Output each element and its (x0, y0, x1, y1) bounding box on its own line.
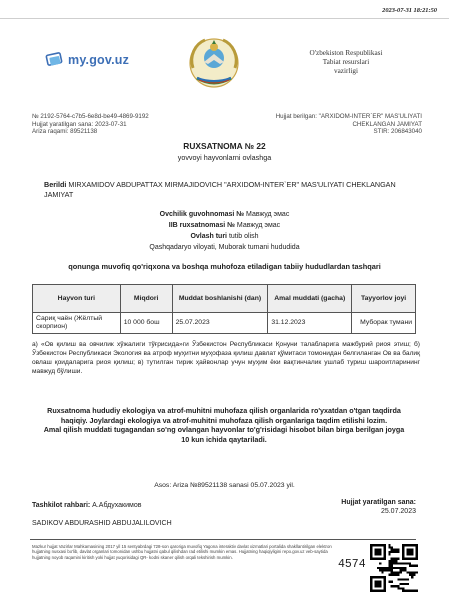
iib-permit-label: IIB ruxsatnomasi № (168, 222, 235, 229)
ministry-line: Tabiat resurslari (322, 58, 370, 66)
iib-permit-value: Мавжуд эмас (236, 222, 281, 229)
table-cell: Муборак тумани (352, 313, 416, 334)
table-cell: Сариқ чаён (Жёлтый скорпион) (33, 313, 121, 334)
footer-legal-text: Mazkur hujjat Vazirlar Mahkamasining 2017 yil 15 sentyabrdagi 728-son qaroriga muvofiq Yagona interaktiv davlat xizmatlari portalida shakllantirilgan elektron hujjatning nusxasi bo'lib, davlat organlari tomonidan ushbu hujjatni qabul qilishdan rad etilishi mumkin emas. Hujjatning haqiqiyligini repo.gov.uz veb-saytida hujjatning noyob raqamini kiritish yoki hujjat yuqorisidagi QR- kodni skaner qilish orqali tekshirish mumkin. (32, 544, 332, 560)
signatory-name: SADIKOV ABDURASHID ABDUJALILOVICH (32, 520, 172, 527)
mygov-logo-text: my.gov.uz (68, 53, 130, 67)
column-header: Miqdori (120, 285, 172, 313)
document-subtitle: yovvoyi hayvonlarni ovlashga (177, 153, 272, 162)
hunt-type-line (0, 233, 449, 240)
table-row (33, 313, 416, 334)
document-date (326, 498, 416, 516)
issued-to-value: MIRXAMIDOV ABDUPATTAX MIRMAJIDOVICH "ARXIDOM-INTER`ER" MAS'ULIYATI CHEKLANGAN JAMIYAT (44, 180, 396, 199)
validity-notice (36, 406, 412, 444)
conditions-text: а) «Ов қилиш ва овчилик хўжалиги тўғрисида»ги Ўзбекистон Республикаси Қонуни талабларига мажбурий риоя этиш; б) Ўзбекистон Республикаси Экология ва атроф муҳитни муҳофаза қилиш давлат қўмитаси томонидан белгиланган Ов ва балиқ овлаш қоидаларига риоя қилиш; в) тутилган тирик ҳайвонлар учун муҳим ёки вақтинчалик ушлаб туриш шароитларининг мавжуд бўлиши. (32, 341, 420, 375)
document-meta-left (32, 113, 149, 136)
ministry-line: O'zbekiston Respublikasi (309, 49, 383, 57)
verification-code: 4574 (338, 558, 366, 571)
header-divider (0, 18, 449, 19)
location: Qashqadaryo viloyati, Muborak tumani hududida (149, 244, 300, 251)
document-date-value: 25.07.2023 (380, 508, 416, 515)
qr-code-icon[interactable] (370, 544, 418, 592)
validity-notice-line: Ruxsatnoma hududiy ekologiya va atrof-muhitni muhofaza qilish organlarida ro'yxatdan o'tgan taqdirda haqiqiy. Joylardagi ekologiya va atrof-muhitni muhofaza qilish organlariga taqdim etilishi lozim. (47, 406, 401, 425)
column-header: Hayvon turi (33, 285, 121, 313)
document-title: RUXSATNOMA № 22 (183, 141, 266, 151)
validity-notice-line: Amal qilish muddati tugagandan so'ng ovlangan hayvonlar to'g'risidagi hisobot bilan birga berilgan joyga (43, 425, 405, 435)
table-cell: 25.07.2023 (172, 313, 268, 334)
iib-permit-line (0, 222, 449, 229)
column-header: Amal muddati (gacha) (268, 285, 352, 313)
hunt-type-value: tutib olish (228, 233, 259, 240)
footer-divider (30, 539, 416, 540)
hunt-type-label: Ovlash turi (190, 233, 228, 240)
table-cell: 31.12.2023 (268, 313, 352, 334)
table-header-row (33, 285, 416, 313)
organization-head-value: А.Абдухакимов (92, 502, 142, 509)
ministry-line: vazirligi (334, 67, 358, 75)
issued-by-cont: CHEKLANGAN JAMIYAT (352, 120, 422, 128)
tax-id: STIR: 206843040 (373, 128, 422, 136)
column-header: Muddat boshlanishi (dan) (172, 285, 268, 313)
hunting-license-value: Мавжуд эмас (246, 211, 290, 218)
timestamp: 2023-07-31 18:21:50 (382, 7, 437, 14)
organization-head-label: Tashkilot rahbari: (32, 502, 91, 509)
validity-notice-line: 10 kun ichida qaytariladi. (181, 434, 267, 444)
issued-to-label: Berildi (44, 180, 67, 189)
application-number: Ariza raqami: 89521138 (32, 128, 98, 136)
permit-table (32, 284, 416, 334)
legal-basis: qonunga muvofiq qo'riqxona va boshqa muhofoza etiladigan tabiiy hududlardan tashqari (68, 262, 381, 271)
document-created-date: Hujjat yaratilgan sana: 2023-07-31 (32, 120, 127, 128)
table-cell: 10 000 бош (120, 313, 172, 334)
organization-head (32, 502, 141, 509)
mygov-logo-icon (44, 52, 64, 68)
basis-application: Asos: Ariza №89521138 sanasi 05.07.2023 yil. (154, 482, 295, 489)
issued-to (44, 180, 404, 200)
document-date-label: Hujjat yaratilgan sana: (341, 499, 416, 506)
issued-by: Hujjat berilgan: "ARXIDOM-INTER`ER" MAS'ULIYATI (275, 113, 422, 120)
hunting-license-label: Ovchilik guvohnomasi № (159, 211, 245, 218)
uzbekistan-emblem-icon (185, 34, 243, 90)
ministry-name (282, 49, 410, 76)
column-header: Tayyorlov joyi (352, 285, 416, 313)
document-number: № 2192-5764-c7b5-6e8d-be49-4869-9192 (32, 113, 149, 120)
document-meta-right (266, 113, 422, 136)
mygov-logo[interactable] (44, 52, 129, 68)
hunting-license-line (0, 211, 449, 218)
